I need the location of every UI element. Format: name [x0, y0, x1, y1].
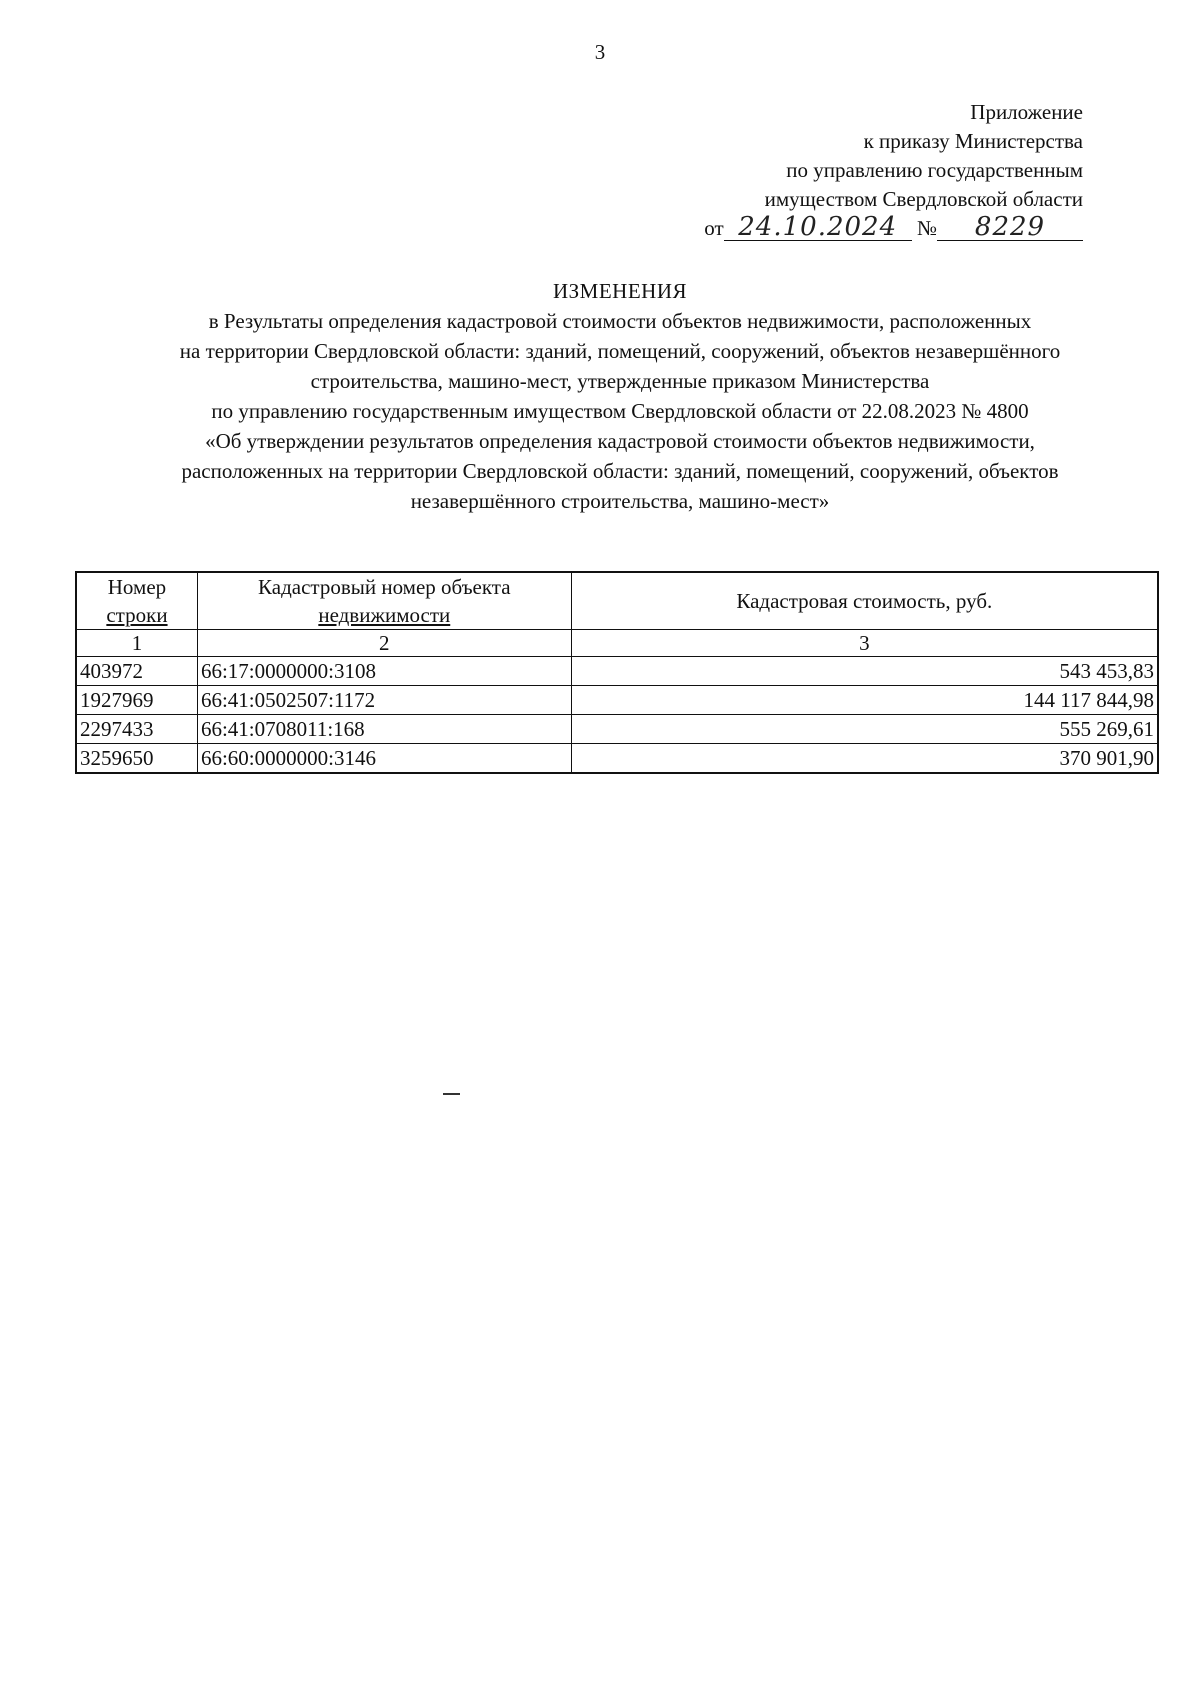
header-cadastral-cost: Кадастровая стоимость, руб.: [571, 572, 1158, 630]
appendix-line: к приказу Министерства: [863, 129, 1083, 153]
handwritten-order-number: 8229: [937, 214, 1083, 241]
date-prefix: от: [704, 216, 724, 240]
header-text: Номер: [107, 575, 167, 599]
subtitle-line: расположенных на территории Свердловской области: зданий, помещений, сооружений, объектов: [181, 459, 1059, 483]
column-number: 2: [197, 630, 571, 657]
cadastral-number-cell: 66:41:0708011:168: [197, 715, 571, 744]
number-prefix: №: [916, 216, 937, 240]
appendix-line: по управлению государственным: [786, 158, 1083, 182]
row-number-cell: 3259650: [76, 744, 197, 774]
header-row-number: [76, 572, 197, 630]
appendix-line: Приложение: [970, 100, 1083, 124]
subtitle-line: строительства, машино-мест, утвержденные приказом Министерства: [310, 369, 930, 393]
table-row: [76, 715, 1158, 744]
cost-cell: 370 901,90: [571, 744, 1158, 774]
subtitle-line: на территории Свердловской области: зданий, помещений, сооружений, объектов незавершённого: [179, 339, 1061, 363]
cost-cell: 555 269,61: [571, 715, 1158, 744]
table-row: [76, 657, 1158, 686]
cadastral-number-cell: 66:41:0502507:1172: [197, 686, 571, 715]
cadastral-number-cell: 66:17:0000000:3108: [197, 657, 571, 686]
row-number-cell: 403972: [76, 657, 197, 686]
cadastral-value-table: [75, 571, 1159, 774]
column-number-row: [76, 630, 1158, 657]
appendix-block: [704, 98, 1083, 243]
document-title: ИЗМЕНЕНИЯ: [552, 279, 688, 303]
cost-cell: 144 117 844,98: [571, 686, 1158, 715]
column-number: 1: [76, 630, 197, 657]
column-number: 3: [571, 630, 1158, 657]
table-row: [76, 744, 1158, 774]
subtitle-line: в Результаты определения кадастровой стоимости объектов недвижимости, расположенных: [208, 309, 1032, 333]
subtitle-line: по управлению государственным имуществом Свердловской области от 22.08.2023 № 4800: [211, 399, 1029, 423]
subtitle-line: «Об утверждении результатов определения кадастровой стоимости объектов недвижимости,: [205, 429, 1035, 453]
subtitle-line: незавершённого строительства, машино-мест»: [410, 489, 830, 513]
header-text: строки: [106, 603, 168, 627]
cost-cell: 543 453,83: [571, 657, 1158, 686]
order-date-number-line: [704, 214, 1083, 243]
page-number: 3: [594, 40, 606, 64]
row-number-cell: 1927969: [76, 686, 197, 715]
row-number-cell: 2297433: [76, 715, 197, 744]
dash-mark: [443, 1093, 460, 1095]
header-cadastral-number: [197, 572, 571, 630]
document-title-block: [60, 276, 1180, 516]
table-row: [76, 686, 1158, 715]
header-text: Кадастровый номер объекта: [258, 575, 511, 599]
handwritten-date: 24.10.2024: [724, 214, 912, 241]
header-text: недвижимости: [318, 603, 451, 627]
appendix-line: имуществом Свердловской области: [764, 187, 1083, 211]
cadastral-number-cell: 66:60:0000000:3146: [197, 744, 571, 774]
table-header-row: [76, 572, 1158, 630]
